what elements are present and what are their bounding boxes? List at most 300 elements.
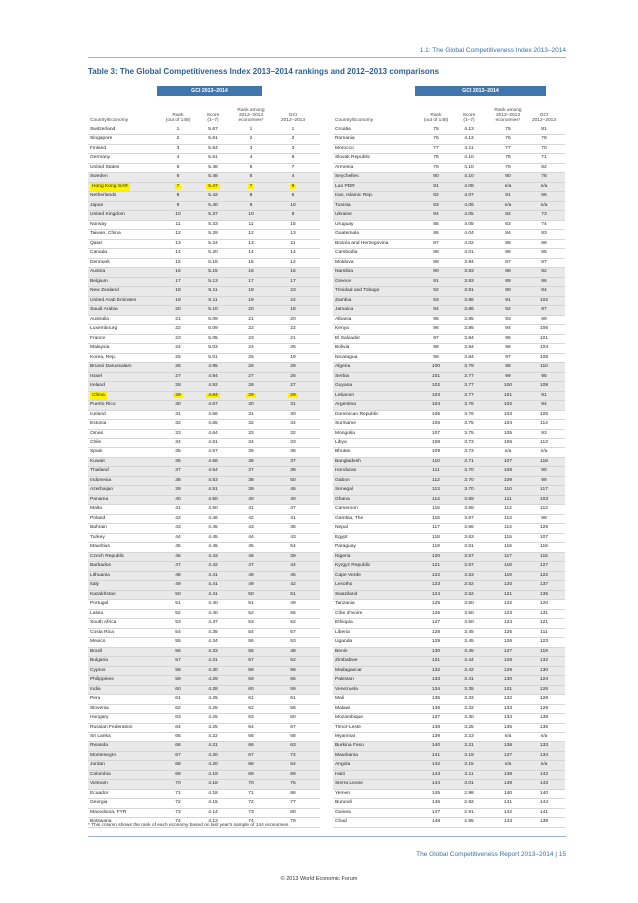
- rank-cell: 132: [431, 667, 441, 673]
- country-cell: Taiwan, China: [90, 231, 121, 237]
- country-cell: Switzerland: [90, 127, 116, 132]
- score-cell: 3.76: [464, 411, 474, 417]
- table-row: [88, 268, 320, 277]
- rank-cell: 28: [175, 383, 181, 389]
- table-row: [88, 202, 320, 211]
- rank-cell: 122: [431, 572, 441, 578]
- rank-cell: 124: [431, 591, 441, 597]
- gci-prev-cell: n/a: [540, 734, 548, 739]
- rank-cell: 131: [431, 658, 441, 664]
- gci-prev-cell: 1: [291, 127, 295, 132]
- score-cell: 3.86: [464, 297, 474, 303]
- gci-prev-cell: 106: [539, 326, 549, 332]
- table-row: [333, 818, 565, 827]
- gci-prev-cell: 87: [541, 259, 547, 265]
- rank-cell: 36: [175, 458, 181, 464]
- score-cell: 3.68: [464, 506, 474, 512]
- table-row: [88, 363, 320, 372]
- table-row: [333, 211, 565, 220]
- rank-cell: 38: [175, 477, 181, 483]
- rank-among-cell: 30: [248, 402, 254, 408]
- rank-among-cell: 14: [248, 250, 254, 256]
- rank-cell: 42: [175, 515, 181, 521]
- table-row: [333, 809, 565, 818]
- score-cell: 3.52: [464, 582, 474, 588]
- table-row: [88, 335, 320, 344]
- gci-prev-cell: 5: [291, 193, 295, 199]
- score-cell: 4.13: [464, 127, 474, 132]
- rank-among-cell: 2: [249, 136, 253, 142]
- table-row: [88, 401, 320, 410]
- score-cell: 4.05: [464, 212, 474, 218]
- rank-cell: 140: [431, 743, 441, 749]
- score-cell: 4.41: [208, 572, 218, 578]
- rank-among-cell: 132: [503, 696, 513, 702]
- score-cell: 5.20: [208, 250, 218, 256]
- rank-cell: 23: [175, 335, 181, 341]
- score-cell: 4.66: [208, 411, 218, 417]
- country-cell: Hong Kong SAR: [90, 183, 130, 191]
- country-cell: Brunei Darussalam: [90, 364, 132, 370]
- gci-prev-cell: 16: [290, 269, 296, 275]
- score-cell: 4.92: [208, 383, 218, 389]
- gci-prev-cell: 127: [539, 563, 549, 569]
- table-row: [88, 297, 320, 306]
- rank-among-cell: 122: [503, 601, 513, 607]
- rank-among-cell: 9: [249, 202, 253, 208]
- score-cell: 3.77: [464, 383, 474, 389]
- table-row: [333, 430, 565, 439]
- table-row: [88, 230, 320, 239]
- country-cell: Uganda: [335, 639, 353, 645]
- gci-prev-cell: n/a: [540, 183, 548, 189]
- rank-among-cell: 105: [503, 430, 513, 436]
- table-row: [333, 742, 565, 751]
- country-cell: Cape Verde: [335, 572, 361, 578]
- rank-among-cell: 96: [505, 345, 511, 351]
- rank-cell: 96: [433, 326, 439, 332]
- rank-among-cell: 1: [249, 127, 253, 132]
- rank-cell: 58: [175, 667, 181, 673]
- table-row: [333, 705, 565, 714]
- score-cell: 5.33: [208, 221, 218, 227]
- gci-prev-cell: 107: [539, 534, 549, 540]
- score-cell: 4.07: [464, 193, 474, 199]
- rank-among-cell: 111: [504, 496, 512, 502]
- country-cell: El Salvador: [335, 335, 361, 341]
- country-cell: Lesotho: [335, 582, 353, 588]
- rank-cell: 37: [175, 468, 181, 474]
- rank-cell: 8: [176, 193, 180, 199]
- table-row: [88, 439, 320, 448]
- gci-prev-cell: 72: [290, 752, 296, 758]
- country-cell: Algeria: [335, 364, 351, 370]
- table-row: [88, 790, 320, 799]
- country-cell: France: [90, 335, 106, 341]
- score-cell: 4.57: [208, 449, 218, 455]
- country-cell: Guyana: [335, 383, 353, 389]
- rank-cell: 20: [175, 307, 181, 313]
- gci-prev-cell: 68: [290, 734, 296, 739]
- rank-cell: 99: [433, 354, 439, 360]
- score-cell: 3.85: [464, 326, 474, 332]
- score-cell: 3.85: [464, 316, 474, 322]
- country-cell: Tanzania: [335, 601, 355, 607]
- country-cell: United Arab Emirates: [90, 297, 137, 303]
- table-row: [333, 724, 565, 733]
- table-row: [333, 686, 565, 695]
- rank-among-cell: n/a: [504, 183, 512, 189]
- country-cell: Qatar: [90, 240, 103, 246]
- rank-cell: 93: [433, 297, 439, 303]
- country-cell: Mauritius: [90, 544, 110, 550]
- rank-among-cell: 140: [503, 790, 513, 796]
- gci-prev-cell: 90: [541, 468, 547, 474]
- score-cell: 3.57: [464, 563, 474, 569]
- score-cell: 5.40: [208, 202, 218, 208]
- table-title: Table 3: The Global Competitiveness Index 2013–2014 rankings and 2012–2013 comparisons: [88, 67, 440, 76]
- rank-among-cell: 92: [505, 307, 511, 313]
- rank-cell: 17: [175, 278, 181, 284]
- country-cell: Belgium: [90, 278, 108, 284]
- gci-prev-cell: 37: [290, 458, 296, 464]
- score-cell: 3.11: [464, 771, 474, 777]
- country-cell: Benin: [335, 648, 348, 654]
- country-cell: Georgia: [90, 800, 108, 806]
- table-row: [333, 354, 565, 363]
- table-row: [88, 553, 320, 562]
- score-cell: 5.15: [208, 269, 218, 275]
- table-row: [333, 325, 565, 334]
- rank-among-cell: 59: [248, 677, 254, 683]
- rank-among-cell: 35: [248, 449, 254, 455]
- rank-cell: 108: [431, 439, 441, 445]
- gci-prev-cell: 11: [290, 240, 296, 246]
- rank-cell: 145: [431, 790, 441, 796]
- rank-among-cell: 45: [248, 544, 254, 550]
- gci-prev-cell: 125: [539, 525, 549, 531]
- gci-prev-cell: 6: [291, 155, 295, 161]
- country-cell: Mongolia: [335, 430, 355, 436]
- rank-among-cell: 25: [248, 354, 254, 360]
- score-cell: 4.53: [208, 477, 218, 483]
- gci-prev-cell: 20: [290, 316, 296, 322]
- score-cell: 4.22: [208, 734, 218, 739]
- table-row: [88, 192, 320, 201]
- table-row: [333, 610, 565, 619]
- score-cell: 2.85: [464, 819, 474, 825]
- gci-prev-cell: 35: [290, 525, 296, 531]
- score-cell: 3.94: [464, 259, 474, 265]
- gci-prev-cell: 22: [290, 326, 296, 332]
- gci-prev-cell: 103: [539, 496, 549, 502]
- rank-among-cell: 53: [248, 620, 254, 626]
- country-cell: Lebanon: [335, 392, 355, 398]
- score-cell: 4.20: [208, 752, 218, 758]
- gci-prev-cell: 17: [290, 278, 296, 284]
- rank-among-cell: 121: [503, 591, 513, 597]
- country-cell: Philippines: [90, 677, 114, 683]
- country-cell: New Zealand: [90, 288, 119, 294]
- country-cell: Costa Rica: [90, 629, 114, 635]
- rank-among-cell: 58: [248, 667, 254, 673]
- score-cell: 5.09: [208, 316, 218, 322]
- rank-cell: 90: [433, 269, 439, 275]
- rank-cell: 5: [176, 164, 180, 170]
- rank-among-cell: 23: [248, 335, 254, 341]
- table-row: [333, 629, 565, 638]
- score-cell: 5.05: [208, 335, 218, 341]
- rank-among-cell: 78: [505, 155, 511, 161]
- rank-cell: 15: [175, 259, 181, 265]
- gci-prev-cell: 41: [290, 515, 296, 521]
- rank-cell: 79: [433, 164, 439, 170]
- country-cell: Oman: [90, 430, 104, 436]
- rank-cell: 89: [433, 259, 439, 265]
- score-cell: 2.98: [464, 790, 474, 796]
- gci-prev-cell: 135: [539, 591, 549, 597]
- score-cell: 3.70: [464, 487, 474, 493]
- table-row: [88, 742, 320, 751]
- gci-prev-cell: 62: [290, 658, 296, 664]
- country-cell: Portugal: [90, 601, 109, 607]
- table-row: [88, 572, 320, 581]
- table-row: [88, 430, 320, 439]
- rank-cell: 69: [175, 771, 181, 777]
- country-cell: Mali: [335, 696, 344, 702]
- rank-among-cell: 112: [504, 506, 512, 512]
- table-row: [88, 705, 320, 714]
- rank-among-cell: 117: [504, 553, 512, 559]
- gci-prev-cell: 118: [540, 458, 548, 464]
- rank-among-cell: 71: [248, 790, 254, 796]
- rank-among-cell: 79: [505, 164, 511, 170]
- rank-cell: 104: [431, 402, 441, 408]
- rank-cell: 143: [431, 771, 441, 777]
- gci-prev-cell: 14: [290, 250, 296, 256]
- highlight-mark: 7: [249, 183, 253, 189]
- table-row: [333, 524, 565, 533]
- country-cell: Jordan: [90, 762, 105, 768]
- copyright: © 2013 World Economic Forum: [280, 876, 358, 882]
- gci-prev-cell: 84: [541, 288, 547, 294]
- country-cell: Moldova: [335, 259, 354, 265]
- rank-cell: 139: [431, 734, 441, 739]
- gci-prev-cell: 76: [541, 174, 547, 180]
- score-cell: 4.20: [208, 762, 218, 768]
- gci-prev-cell: 23: [290, 288, 296, 294]
- rank-among-cell: 39: [248, 487, 254, 493]
- score-cell: 3.70: [464, 477, 474, 483]
- gci-prev-cell: 31: [290, 402, 296, 408]
- table-row: [333, 572, 565, 581]
- gci-prev-cell: 44: [290, 563, 296, 569]
- country-cell: Cameroon: [335, 506, 358, 512]
- gci-prev-cell: 89: [541, 316, 547, 322]
- gci-prev-cell: n/a: [540, 202, 548, 208]
- gci-prev-cell: 63: [290, 743, 296, 749]
- country-cell: Brazil: [90, 648, 103, 654]
- country-cell: Saudi Arabia: [90, 307, 118, 313]
- gci-prev-cell: 46: [290, 487, 296, 493]
- score-cell: 3.52: [464, 591, 474, 597]
- gci-prev-cell: 58: [290, 667, 296, 673]
- rank-cell: 97: [433, 335, 439, 341]
- gci-prev-cell: 111: [540, 629, 548, 635]
- rank-among-cell: 97: [505, 354, 511, 360]
- gci-prev-cell: 65: [290, 677, 296, 683]
- score-cell: 3.63: [464, 534, 474, 540]
- table-row: [333, 363, 565, 372]
- rank-among-cell: 55: [248, 639, 254, 645]
- table-row: [333, 439, 565, 448]
- rank-among-cell: 60: [248, 686, 254, 692]
- table-row: [88, 610, 320, 619]
- score-cell: 3.35: [464, 686, 474, 692]
- gci-prev-cell: 97: [541, 307, 547, 313]
- gci-prev-cell: 133: [539, 743, 549, 749]
- rank-cell: 128: [431, 629, 441, 635]
- country-cell: Haiti: [335, 771, 345, 777]
- country-cell: Poland: [90, 515, 106, 521]
- rank-cell: 126: [431, 610, 441, 616]
- gci-prev-cell: 143: [539, 781, 549, 787]
- rank-cell: 77: [433, 145, 439, 151]
- country-cell: Turkey: [90, 534, 105, 540]
- rank-cell: 78: [433, 155, 439, 161]
- country-cell: Slovenia: [90, 705, 109, 711]
- table-row: [333, 733, 565, 742]
- table-row: [333, 581, 565, 590]
- gci-prev-cell: 50: [290, 477, 296, 483]
- score-cell: 3.70: [464, 468, 474, 474]
- rank-cell: 61: [175, 696, 181, 702]
- rank-among-cell: 49: [248, 582, 254, 588]
- rank-cell: 71: [175, 790, 181, 796]
- gci-prev-cell: 128: [539, 696, 549, 702]
- table-row: [333, 202, 565, 211]
- rank-cell: 70: [175, 781, 181, 787]
- rank-among-cell: 11: [248, 221, 254, 227]
- country-cell: Namibia: [335, 269, 353, 275]
- country-cell: Ukraine: [335, 212, 352, 218]
- rows-left: [88, 126, 320, 828]
- country-cell: Barbados: [90, 563, 111, 569]
- gci-prev-cell: n/a: [540, 762, 548, 768]
- rank-cell: 86: [433, 231, 439, 237]
- country-cell: Seychelles: [335, 174, 359, 180]
- score-cell: 4.05: [464, 221, 474, 227]
- rank-among-cell: 28: [248, 383, 254, 389]
- gci-prev-cell: 70: [541, 145, 547, 151]
- gci-prev-cell: 142: [539, 771, 549, 777]
- table-row: [333, 401, 565, 410]
- rank-among-cell: 99: [505, 373, 511, 379]
- rank-cell: 44: [175, 534, 181, 540]
- col-score: Score (1–7): [462, 113, 476, 123]
- rank-among-cell: 63: [248, 715, 254, 721]
- rank-among-cell: 47: [248, 563, 254, 569]
- rank-among-cell: 20: [248, 307, 254, 313]
- table-row: [333, 287, 565, 296]
- table-row: [333, 154, 565, 163]
- country-cell: Chile: [90, 439, 102, 445]
- rank-cell: 4: [176, 155, 180, 161]
- table-row: [88, 629, 320, 638]
- gci-prev-cell: 73: [541, 212, 547, 218]
- score-cell: 3.32: [464, 705, 474, 711]
- table-row: [88, 467, 320, 476]
- rank-among-cell: 22: [248, 326, 254, 332]
- country-cell: Bahrain: [90, 525, 107, 531]
- rank-among-cell: 56: [248, 648, 254, 654]
- country-cell: Mozambique: [335, 715, 363, 721]
- gci-prev-cell: 21: [290, 335, 296, 341]
- gci-prev-cell: 64: [290, 762, 296, 768]
- country-cell: Australia: [90, 316, 110, 322]
- rank-among-cell: 128: [503, 658, 513, 664]
- score-cell: 4.21: [208, 743, 218, 749]
- rank-among-cell: 116: [504, 544, 512, 550]
- rank-among-cell: n/a: [504, 762, 512, 768]
- rank-cell: 72: [175, 800, 181, 806]
- country-cell: Denmark: [90, 259, 110, 265]
- country-cell: Spain: [90, 449, 103, 455]
- table-row: [88, 486, 320, 495]
- table-row: [333, 553, 565, 562]
- gci-prev-cell: 120: [539, 601, 549, 607]
- table-row: [333, 638, 565, 647]
- rank-cell: 27: [175, 373, 181, 379]
- score-cell: 3.50: [464, 610, 474, 616]
- score-cell: 4.64: [208, 430, 218, 436]
- rank-among-cell: 138: [503, 771, 513, 777]
- table-row: [88, 809, 320, 818]
- table-row: [88, 306, 320, 315]
- rank-among-cell: 18: [248, 288, 254, 294]
- rank-among-cell: 16: [248, 269, 254, 275]
- score-cell: 5.11: [208, 288, 218, 294]
- country-cell: Burkina Faso: [335, 743, 364, 749]
- table-row: [333, 667, 565, 676]
- gci-prev-cell: 108: [539, 354, 549, 360]
- country-cell: Bosnia and Herzegovina: [335, 240, 389, 246]
- rank-among-cell: 102: [503, 402, 513, 408]
- score-cell: 4.46: [208, 515, 218, 521]
- table-row: [333, 145, 565, 154]
- rank-cell: 94: [433, 307, 439, 313]
- score-cell: 3.75: [464, 430, 474, 436]
- country-cell: Slovak Republic: [335, 155, 371, 161]
- score-cell: 3.93: [464, 278, 474, 284]
- score-cell: 2.91: [464, 809, 474, 815]
- rank-among-cell: 26: [248, 364, 254, 370]
- score-cell: 3.53: [464, 572, 474, 578]
- col-rank-among: Rank among 2012–2013 economies*: [494, 108, 522, 123]
- country-cell: Russian Federation: [90, 724, 133, 730]
- table-row: [88, 534, 320, 543]
- table-row: [88, 676, 320, 685]
- rank-cell: 3: [176, 145, 180, 151]
- rank-among-cell: 32: [248, 421, 254, 427]
- country-cell: Albania: [335, 316, 352, 322]
- rank-among-cell: 91: [505, 297, 511, 303]
- gci-prev-cell: 67: [290, 724, 296, 730]
- table-row: [333, 126, 565, 135]
- country-cell: Nigeria: [335, 553, 351, 559]
- table-row: [333, 392, 565, 401]
- score-cell: 4.45: [208, 534, 218, 540]
